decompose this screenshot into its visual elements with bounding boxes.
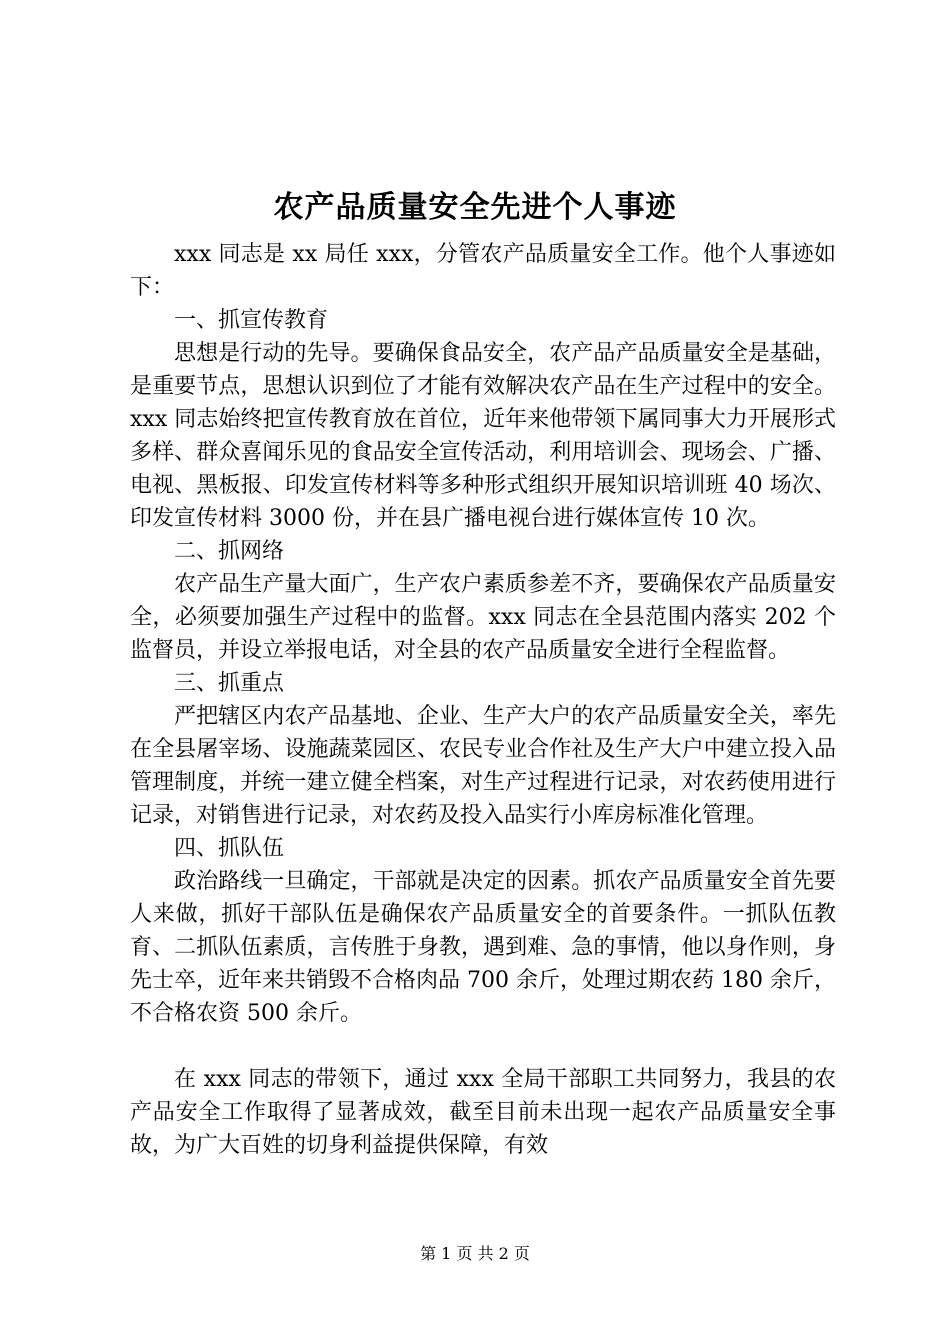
conclusion-paragraph: 在 xxx 同志的带领下，通过 xxx 全局干部职工共同努力，我县的农产品安全工作取得了显著成效，截至目前未出现一起农产品质量安全事故，为广大百姓的切身利益提供保障，有效	[130, 1067, 836, 1158]
document-body	[130, 238, 836, 1162]
document-title: 农产品质量安全先进个人事迹	[273, 190, 677, 225]
section-heading-priorities: 三、抓重点	[174, 671, 285, 696]
priorities-paragraph: 严把辖区内农产品基地、企业、生产大户的农产品质量安全关，率先在全县屠宰场、设施蔬菜园区、农民专业合作社及生产大户中建立投入品管理制度，并统一建立健全档案，对生产过程进行记录，对农药使用进行记录，对销售进行记录，对农药及投入品实行小库房标准化管理。	[130, 704, 836, 828]
section-heading-team: 四、抓队伍	[174, 836, 285, 861]
section-heading-publicity: 一、抓宣传教育	[174, 308, 329, 333]
publicity-paragraph: 思想是行动的先导。要确保食品安全，农产品产品质量安全是基础，是重要节点，思想认识到位了才能有效解决农产品在生产过程中的安全。xxx 同志始终把宣传教育放在首位，近年来他带领下属同事大力开展形式多样、群众喜闻乐见的食品安全宣传活动，利用培训会、现场会、广播、电视、黑板报、印发宣传材料等多种形式组织开展知识培训班 40 场次、印发宣传材料 3000 份，并在县广播电视台进行媒体宣传 10 次。	[130, 341, 836, 531]
section-heading-network: 二、抓网络	[174, 539, 285, 564]
paragraph-spacer	[130, 1030, 836, 1063]
intro-paragraph: xxx 同志是 xx 局任 xxx，分管农产品质量安全工作。他个人事迹如下：	[130, 242, 836, 300]
team-paragraph: 政治路线一旦确定，干部就是决定的因素。抓农产品质量安全首先要人来做，抓好干部队伍是确保农产品质量安全的首要条件。一抓队伍教育、二抓队伍素质，言传胜于身教，遇到难、急的事情，他以身作则，身先士卒，近年来共销毁不合格肉品 700 余斤，处理过期农药 180 余斤，不合格农资 500 余斤。	[130, 869, 836, 1026]
network-paragraph: 农产品生产量大面广，生产农户素质参差不齐，要确保农产品质量安全，必须要加强生产过程中的监督。xxx 同志在全县范围内落实 202 个监督员，并设立举报电话，对全县的农产品质量安全进行全程监督。	[130, 572, 836, 663]
page-number-footer: 第 1 页 共 2 页	[420, 1244, 530, 1263]
